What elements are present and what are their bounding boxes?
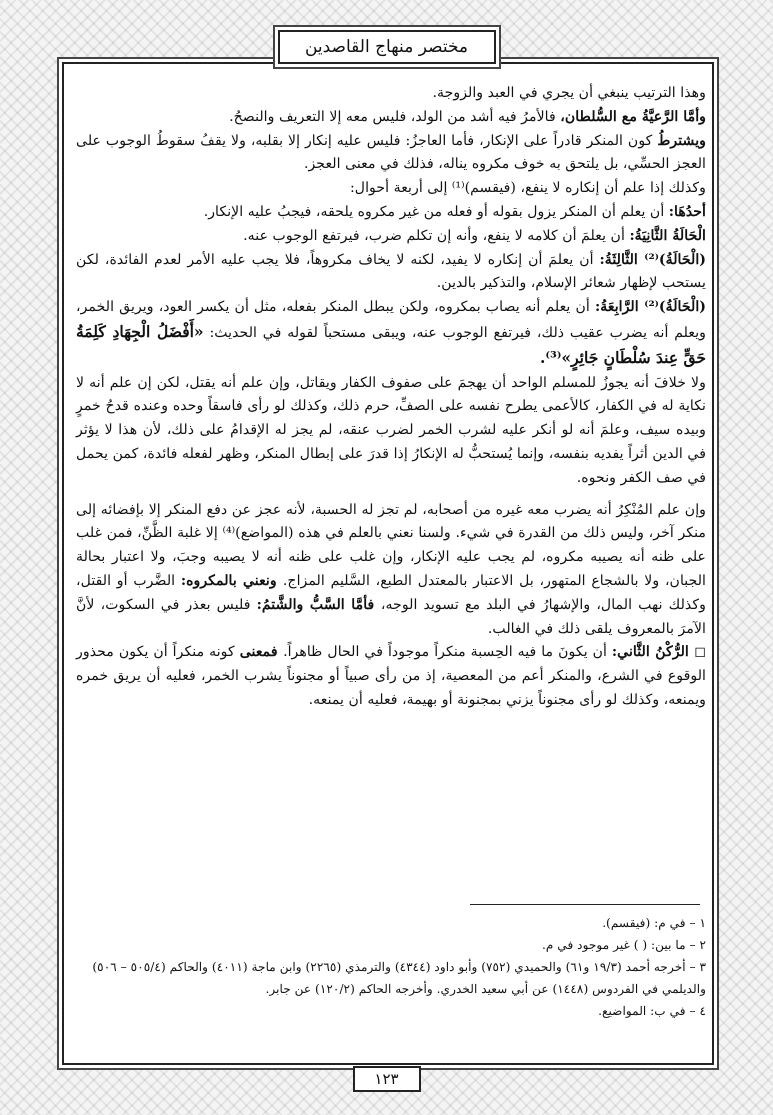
paragraph-3-lead: ويشترطُ	[657, 132, 706, 149]
paragraph-10-text: وإن علم المُنْكِرُ أنه يضرب معه غيره من أصحابه، لم تجز له الحسبة، لأنه عجز عن دفع المنكر إلا بإفضائه إلى منكر آخر، وليس ذلك من القدرة في شيء. ولسنا نعني بالعلم في هذه (المواضع)⁽⁴⁾ إلا غلبة الظَّنِّ، فمن غلب على ظنه أنه يصيبه مكروه، لم يجب عليه الإنكار، وإن غلب على ظنه أنه لا يصيبه وجبَ، ولا اعتبار بحالة الجبان، ولا بالشجاع المتهور، بل الاعتبار بالمعتدل الطبع، السَّليم المزاج.	[76, 501, 707, 589]
paragraph-2-lead: وأمَّا الرَّعيَّةُ مع السُّلطان،	[560, 108, 706, 125]
second-pillar-heading: الرُّكْنُ الثَّاني:	[611, 644, 695, 661]
paragraph-11	[76, 641, 706, 712]
paragraph-10-lead-2: ونعني بالمكروه:	[180, 572, 283, 589]
paragraph-4: وكذلك إذا علم أن إنكاره لا ينفع، (فيقسم)⁽¹⁾ إلى أربعة أحوال:	[350, 180, 706, 197]
case-4-heading: (الْحَالَةُ)⁽²⁾ الرَّابِعَةُ:	[595, 299, 706, 316]
case-4-text: أن يعلم أنه يصاب بمكروه، ولكن يبطل المنكر بفعله، مثل أن يكسر العود، ويريق الخمر، ويعلم أنه يضرب عقيب ذلك، فيرتفع الوجوب عنه، ويبقى مستحباً لقوله في الحديث:	[76, 299, 706, 341]
paragraph-3-text: كون المنكر قادراً على الإنكار، فأما العاجزُ: فليس عليه إنكار إلا بقلبه، ولا يقفُ سقوطُ الوجوب على العجز الحسِّي، بل يلتحق به خوف مكروه يناله، فذلك في معنى العجز.	[76, 132, 706, 173]
case-2-heading: الْحَالَةُ الثَّانِيَةُ:	[629, 227, 706, 244]
page-number: ١٢٣	[374, 1070, 399, 1088]
page-number-box	[353, 1066, 421, 1092]
paragraph-6	[76, 225, 706, 249]
paragraph-11-text-2: كونه منكراً أن يكون محذور الوقوع في الشرع، والمنكر أعم من المعصية، إذ من رأى صبياً أو مجنوناً يشرب الخمر، فعليه أن يريق خمره ويمنعه، وكذلك لو رأى مجنوناً يزني بمجنونة أو بهيمة، فعليه أن يمنعه.	[76, 644, 706, 708]
case-3-text: أن يعلمَ أن إنكاره لا يفيد، لكنه لا يخاف مكروهاً، فلا يجب عليه الأمر لعدم الفائدة، لكن يستحب لإظهار شعائر الإسلام، والتذكير بالدين.	[76, 251, 706, 292]
paragraph-10-text-3: فليس بعذر في السكوت، لأنَّ الآمرَ بالمعروف يلقى ذلك في الغالب.	[76, 596, 706, 637]
footnote-2: ٢ – ما بين: ( ) غير موجود في م.	[542, 938, 706, 952]
case-2-text: أن يعلمَ أن كلامه لا ينفع، وأنه إن تكلم ضرب، فيرتفع الوجوب عنه.	[243, 227, 630, 244]
paragraph-10-text-2: الضَّرب أو القتل، وكذلك نهب المال، والإشهارُ في البلد مع تسويد الوجه،	[76, 572, 706, 613]
footnote-1: ١ – في م: (فيقسم).	[602, 916, 706, 930]
paragraph-11-text: أن يكونَ ما فيه الحِسبة منكراً موجوداً في الحال ظاهراً.	[283, 644, 612, 661]
paragraph-2-text: فالأمرُ فيه أشد من الولد، فليس معه إلا التعريف والنصحُ.	[229, 108, 561, 125]
paragraph-2	[76, 106, 706, 130]
footnote-separator	[470, 904, 700, 905]
footnote-3: ٣ – أخرجه أحمد (١٩/٣ و٦١) والحميدي (٧٥٢) وأبو داود (٤٣٤٤) والترمذي (٢٢٦٥) وابن ماجة (٤٠١١) والحاكم (٥٠٥/٤ – ٥٠٦) والديلمي في الفردوس (١٤٤٨) عن أبي سعيد الخدري. وأخرجه الحاكم (١٢٠/٢) عن جابر.	[92, 960, 706, 996]
paragraph-3	[76, 130, 706, 178]
case-1-heading: أحدُهَا:	[668, 203, 706, 220]
main-text	[76, 82, 706, 713]
paragraph-gap	[76, 491, 706, 499]
paragraph-5	[76, 201, 706, 225]
paragraph-9: ولا خلافَ أنه يجوزُ للمسلم الواحد أن يهجمَ على صفوف الكفار ويقاتل، وإن علم أنه يقتل، لكن إن علم أنه لا نكاية له في الكفار، كالأعمى يطرح نفسه على الصفِّ، حرم ذلك، وكذلك لو رأى فاسقاً وحده وعنده قدحُ خمرٍ وبيده سيف، وعلمَ أنه لو أنكر عليه لشرب الخمر لضرب عنقه، لم يجز له الإقدامُ على ذلك، لأن هذا لا يؤثر في الدين أثراً يفديه بنفسه، وإنما يُستحبُّ له الإنكارُ إذا قدرَ على إبطال المنكر، وظهر لفعله فائدة، كمن يحمل في صف الكفر ونحوه.	[76, 374, 706, 486]
paragraph-1: وهذا الترتيب ينبغي أن يجري في العبد والزوجة.	[432, 85, 706, 101]
paragraph-11-lead-2: فمعنى	[239, 644, 284, 661]
paragraph-8	[76, 296, 706, 371]
case-1-text: أن يعلم أن المنكر يزول بقوله أو فعله من غير مكروه يلحقه، فيجبُ عليه الإنكار.	[203, 203, 669, 220]
footnotes	[76, 912, 706, 1022]
running-header	[278, 30, 496, 64]
case-3-heading: (الْحَالَةُ)⁽²⁾ الثَّالِثَةُ:	[599, 251, 707, 268]
book-title: مختصر منهاج القاصدين	[304, 37, 469, 57]
paragraph-10	[76, 499, 706, 642]
hadith-quote: «أَفْضَلُ الْجِهَادِ كَلِمَةُ حَقٍّ عِندَ سُلْطَانٍ جَائِرٍ»⁽³⁾.	[76, 321, 706, 367]
section-square-icon: ◻	[694, 644, 707, 661]
footnote-4: ٤ – في ب: المواضيع.	[598, 1004, 706, 1018]
paragraph-10-lead-3: فأمَّا السَّبُّ والشَّتمُ:	[256, 596, 381, 613]
paragraph-7	[76, 249, 706, 297]
